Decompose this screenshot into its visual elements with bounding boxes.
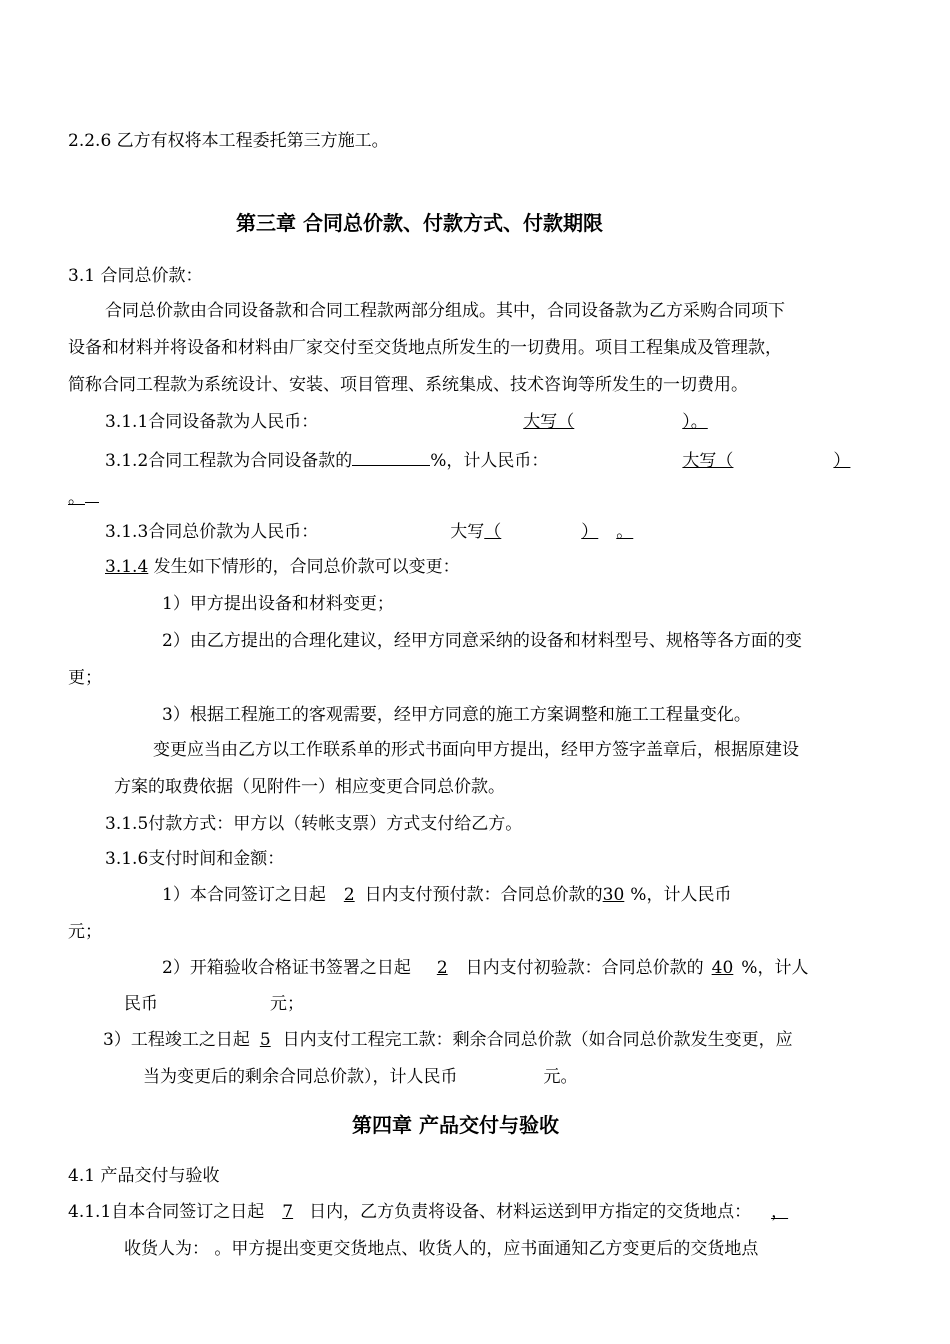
chapter-3-title: 第三章 合同总价款、付款方式、付款期限 (236, 211, 603, 235)
payment-2-line2: 民币 元； (124, 994, 304, 1014)
clause-3-1-3: 3.1.3合同总价款为人民币： 大写（ ） 。 (105, 521, 645, 543)
equipment-amount-blank: 大写（ ）。 (523, 412, 708, 432)
section-4-1-heading: 4.1 产品交付与验收 (68, 1166, 220, 1186)
clause-4-1-1-line2: 收货人为： 。甲方提出变更交货地点、收货人的，应书面通知乙方变更后的交货地点 (124, 1239, 759, 1259)
clause-3-1-2-cont: 。 (68, 484, 99, 509)
clause-3-1-1-label: 3.1.1合同设备款为人民币： (105, 412, 319, 432)
payment-3-line2: 当为变更后的剩余合同总价款），计人民币 元。 (143, 1067, 578, 1087)
payment-1-end: 元； (68, 922, 102, 942)
change-case-1: 1）甲方提出设备和材料变更； (162, 594, 394, 614)
clause-4-1-1: 4.1.1自本合同签订之日起 7 日内，乙方负责将设备、材料运送到甲方指定的交货地点： ， (68, 1202, 789, 1222)
change-case-2-line1: 2）由乙方提出的合理化建议，经甲方同意采纳的设备和材料型号、规格等各方面的变 (162, 631, 802, 651)
section-3-1-para-line1: 合同总价款由合同设备款和合同工程款两部分组成。其中，合同设备款为乙方采购合同项下 (105, 301, 785, 321)
payment-3-days: 5 (259, 1030, 271, 1050)
payment-2: 2）开箱验收合格证书签署之日起 2 日内支付初验款：合同总价款的 40 %，计人 (162, 958, 809, 978)
payment-2-days: 2 (436, 958, 448, 978)
section-3-1-heading: 3.1 合同总价款： (68, 266, 203, 286)
total-amount-blank: （ ） 。 (484, 522, 634, 542)
delivery-location-blank: ， (771, 1202, 789, 1222)
delivery-days: 7 (282, 1202, 294, 1222)
clause-3-1-5: 3.1.5付款方式：甲方以（转帐支票）方式支付给乙方。 (105, 814, 523, 834)
payment-3: 3）工程竣工之日起 5 日内支付工程完工款：剩余合同总价款（如合同总价款发生变更，应 (103, 1030, 793, 1050)
chapter-4-title: 第四章 产品交付与验收 (352, 1113, 559, 1137)
payment-2-percent: 40 (711, 958, 734, 978)
section-3-1-para-line2: 设备和材料并将设备和材料由厂家交付至交货地点所发生的一切费用。项目工程集成及管理款， (68, 338, 782, 358)
clause-3-1-2: 3.1.2合同工程款为合同设备款的 %，计人民币： 大写（ ） (105, 447, 850, 472)
payment-1-percent: 30 (602, 885, 625, 905)
clause-3-1-1 (105, 411, 718, 433)
change-procedure-line1: 变更应当由乙方以工作联系单的形式书面向甲方提出，经甲方签字盖章后，根据原建设 (153, 740, 799, 760)
change-procedure-line2: 方案的取费依据（见附件一）相应变更合同总价款。 (114, 777, 505, 797)
section-3-1-para-line3: 简称合同工程款为系统设计、安装、项目管理、系统集成、技术咨询等所发生的一切费用。 (68, 375, 748, 395)
payment-1: 1）本合同签订之日起 2 日内支付预付款：合同总价款的30 %，计人民币 (162, 885, 732, 905)
engineering-percent-blank (352, 447, 430, 466)
clause-2-2-6: 2.2.6 乙方有权将本工程委托第三方施工。 (68, 131, 389, 151)
clause-3-1-6: 3.1.6支付时间和金额： (105, 849, 285, 869)
engineering-amount-blank: 大写（ ） (682, 451, 851, 471)
change-case-2-line2: 更； (68, 668, 102, 688)
payment-1-days: 2 (343, 885, 355, 905)
clause-3-1-4: 3.1.4 发生如下情形的，合同总价款可以变更： (105, 557, 460, 577)
change-case-3: 3）根据工程施工的客观需要，经甲方同意的施工方案调整和施工工程量变化。 (162, 705, 751, 725)
